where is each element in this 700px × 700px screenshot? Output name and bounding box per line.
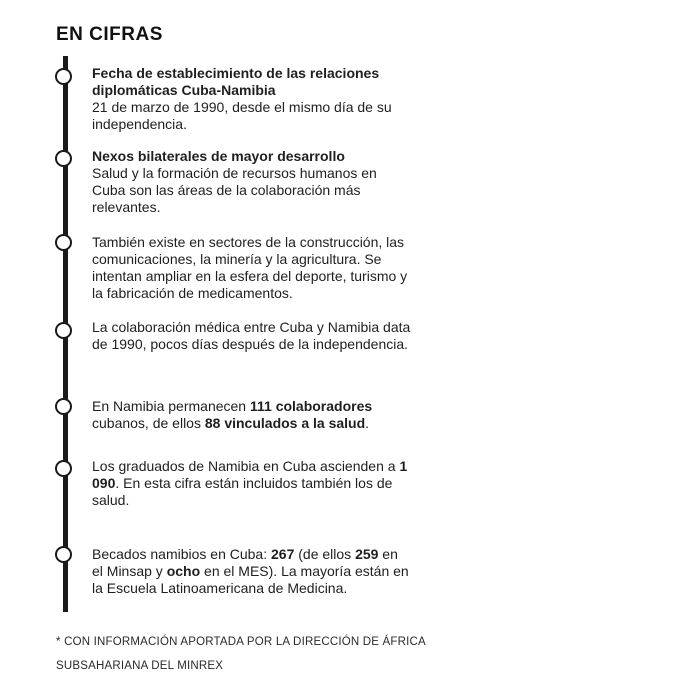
timeline-node [55, 150, 72, 167]
entry-scholarship-students [92, 546, 412, 597]
entry-graduates [92, 458, 412, 509]
entry-text: cubanos, de ellos [92, 415, 205, 431]
timeline-node [55, 460, 72, 477]
timeline-node [55, 234, 72, 251]
entry-text: (de ellos [294, 546, 356, 562]
health-collaborators-count: 88 vinculados a la salud [204, 415, 366, 431]
entry-text: . En esta cifra están incluidos también los de salud. [92, 475, 393, 508]
entry-bilateral-ties [92, 148, 412, 216]
timeline-node [55, 322, 72, 339]
entry-text: Los graduados de Namibia en Cuba ascienden a [92, 458, 400, 474]
timeline-node [55, 398, 72, 415]
graduates-count: 1 090 [92, 458, 408, 491]
entry-text: . [365, 415, 370, 431]
scholarship-count: 267 [271, 546, 295, 562]
entry-text: Salud y la formación de recursos humanos en Cuba son las áreas de la colaboración más relevantes. [92, 165, 377, 215]
entry-text: 21 de marzo de 1990, desde el mismo día de su independencia. [92, 99, 392, 132]
entry-text: en el Minsap y [92, 546, 398, 579]
entry-text: Becados namibios en Cuba: [92, 546, 271, 562]
timeline-node [55, 68, 72, 85]
collaborators-count: 111 colaboradores [249, 398, 373, 414]
entry-heading: Nexos bilaterales de mayor desarrollo [92, 148, 345, 164]
entry-relations-date [92, 65, 412, 133]
mes-count: ocho [166, 563, 201, 579]
entry-text: en el MES). La mayoría están en la Escuela Latinoamericana de Medicina. [92, 563, 409, 596]
entry-text: La colaboración médica entre Cuba y Namibia data de 1990, pocos días después de la independencia. [92, 319, 411, 352]
entry-other-sectors [92, 234, 412, 302]
minsap-count: 259 [355, 546, 379, 562]
source-footnote: * CON INFORMACIÓN APORTADA POR LA DIRECCIÓN DE ÁFRICA SUBSAHARIANA DEL MINREX [56, 636, 426, 672]
entry-text: También existe en sectores de la construcción, las comunicaciones, la minería y la agricultura. Se intentan ampliar en la esfera del deporte, turismo y la fabricación de medicamentos. [92, 234, 408, 301]
entry-text: En Namibia permanecen [92, 398, 250, 414]
page-title: EN CIFRAS [56, 24, 163, 45]
timeline-node [55, 546, 72, 563]
entry-collaborators [92, 398, 412, 432]
entry-medical-collaboration [92, 319, 412, 353]
entry-heading: Fecha de establecimiento de las relaciones diplomáticas Cuba-Namibia [92, 65, 380, 98]
